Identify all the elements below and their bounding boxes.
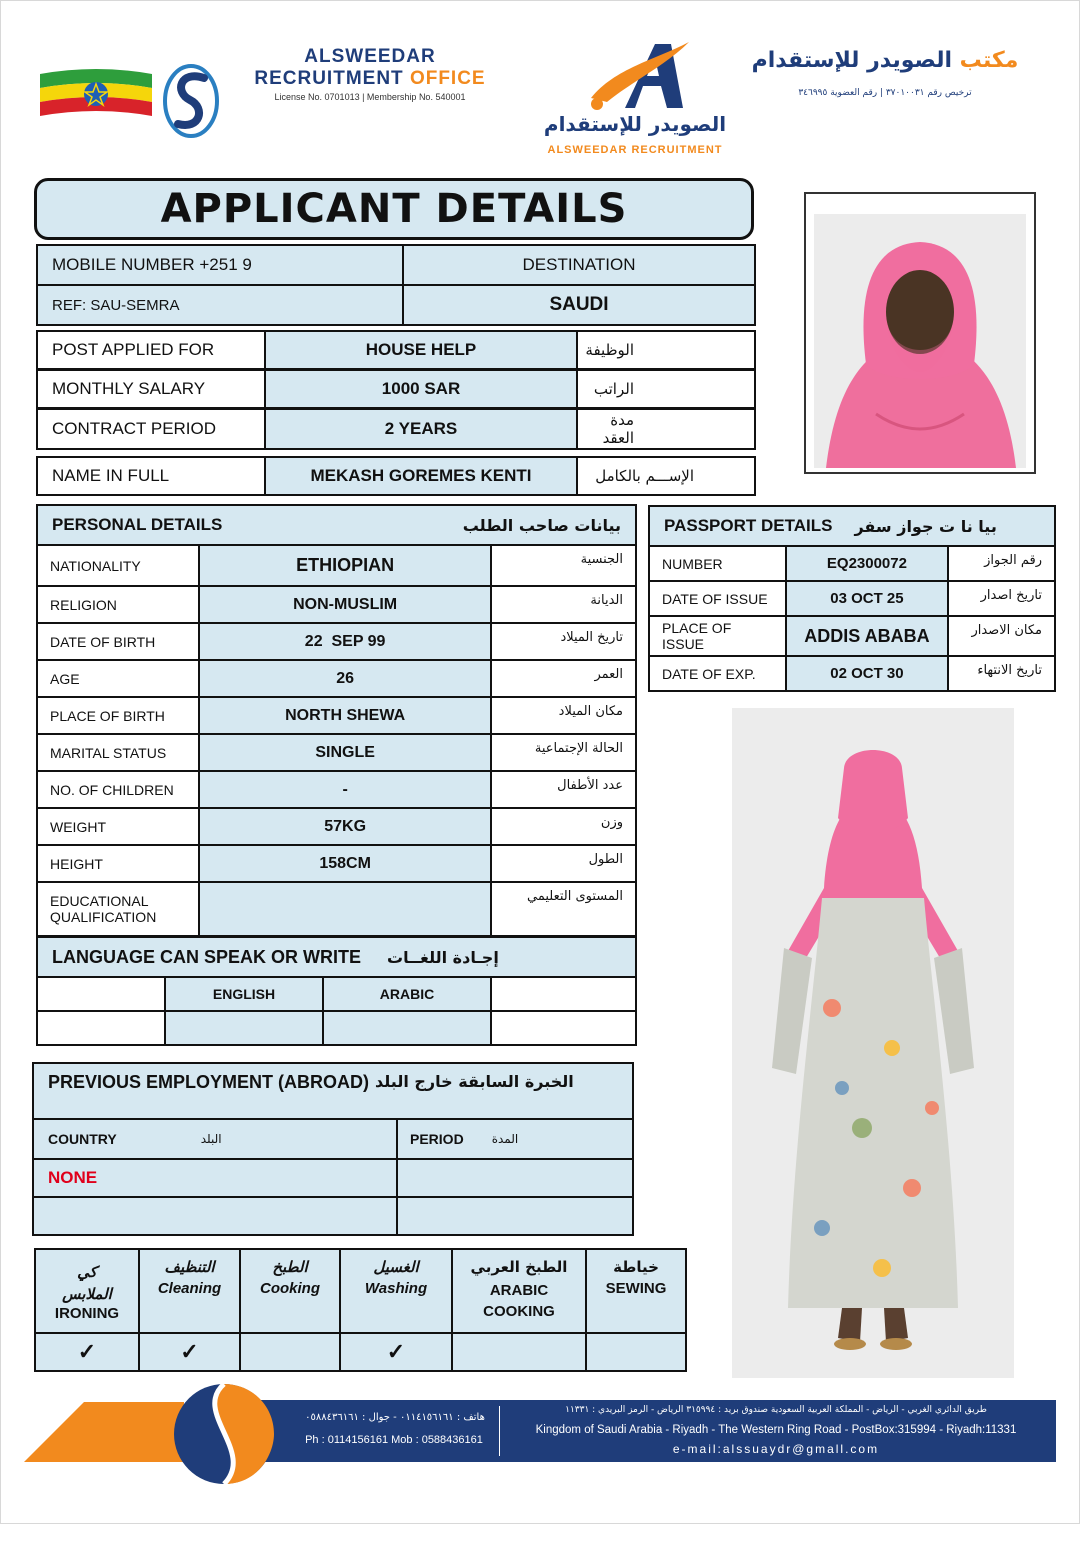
employment-country-value	[32, 1158, 398, 1198]
personal-ar: المستوى التعليمي	[491, 882, 636, 936]
employment-title: PREVIOUS EMPLOYMENT (ABROAD)	[48, 1072, 370, 1092]
personal-ar: تاريخ الميلاد	[491, 623, 636, 660]
language-arabic: ARABIC	[322, 976, 492, 1012]
ethiopia-flag-icon	[40, 68, 152, 120]
table-row	[37, 586, 636, 623]
personal-label: EDUCATIONAL QUALIFICATION	[37, 882, 199, 936]
table-row	[649, 616, 1055, 656]
employment-country-head	[32, 1118, 398, 1160]
personal-label: WEIGHT	[37, 808, 199, 845]
personal-header	[36, 504, 637, 546]
passport-header	[648, 505, 1056, 547]
passport-ar: تاريخ اصدار	[948, 581, 1055, 616]
footer-phone-en: Ph : 0114156161 Mob : 0588436161	[305, 1434, 483, 1446]
passport-label: PLACE OF ISSUE	[649, 616, 786, 656]
footer-address-en: Kingdom of Saudi Arabia - Riyadh - The Western Ring Road - PostBox:315994 - Riyadh:11331	[535, 1424, 1017, 1436]
personal-value: 22 SEP 99	[199, 623, 492, 660]
language-blank-cell	[490, 976, 637, 1012]
employment-header	[32, 1062, 634, 1120]
skill-ironing-en: IRONING	[54, 1304, 120, 1322]
skill-washing-check: ✓	[339, 1332, 453, 1372]
passport-ar: رقم الجواز	[948, 546, 1055, 581]
skill-cleaning-check: ✓	[138, 1332, 241, 1372]
table-row	[37, 623, 636, 660]
footer-logo-icon	[172, 1382, 276, 1486]
passport-label: DATE OF ISSUE	[649, 581, 786, 616]
job-salary-label: MONTHLY SALARY	[36, 369, 266, 409]
employment-country: COUNTRY	[48, 1131, 117, 1147]
passport-value: ADDIS ABABA	[786, 616, 947, 656]
personal-title: PERSONAL DETAILS	[52, 515, 223, 534]
s-logo-icon	[160, 62, 222, 140]
personal-value	[199, 882, 492, 936]
passport-title: PASSPORT DETAILS	[664, 516, 833, 535]
personal-value: ETHIOPIAN	[199, 545, 492, 586]
table-row	[37, 808, 636, 845]
center-ar-name: الصويدر للإستقدام	[543, 112, 727, 136]
job-post-value: HOUSE HELP	[264, 330, 578, 370]
passport-label: NUMBER	[649, 546, 786, 581]
job-post-label: POST APPLIED FOR	[36, 330, 266, 370]
employment-none: NONE	[48, 1168, 98, 1187]
personal-title-ar: بيانات صاحب الطلب	[462, 515, 621, 535]
employment-period-ar: المدة	[491, 1132, 519, 1146]
skill-ironing-ar: كي الملابس	[62, 1262, 112, 1303]
language-blank-cell	[490, 1010, 637, 1046]
skill-cooking-ar: الطبخ	[272, 1258, 308, 1276]
skill-cleaning-ar: التنظيف	[164, 1258, 215, 1276]
skill-cooking	[239, 1248, 341, 1334]
employment-blank-row	[396, 1196, 634, 1236]
name-label: NAME IN FULL	[36, 456, 266, 496]
language-header	[36, 936, 637, 978]
right-ar-a: مكتب	[952, 48, 1019, 73]
right-ar-b: الصويدر للإستقدام	[751, 48, 952, 73]
mobile-number: MOBILE NUMBER +251 9	[36, 244, 404, 286]
footer-divider	[499, 1406, 500, 1456]
language-title: LANGUAGE CAN SPEAK OR WRITE	[52, 946, 362, 967]
personal-ar: عدد الأطفال	[491, 771, 636, 808]
personal-value: NON-MUSLIM	[199, 586, 492, 623]
personal-value: 158CM	[199, 845, 492, 882]
personal-value: 26	[199, 660, 492, 697]
passport-value: EQ2300072	[786, 546, 947, 581]
personal-value: NORTH SHEWA	[199, 697, 492, 734]
language-blank-cell	[36, 1010, 166, 1046]
personal-ar: مكان الميلاد	[491, 697, 636, 734]
job-post-ar: الوظيفة	[576, 330, 756, 370]
name-ar: الإســـم بالكامل	[576, 456, 756, 496]
destination-label: DESTINATION	[402, 244, 756, 286]
footer-orange-shape	[24, 1402, 184, 1462]
personal-ar: العمر	[491, 660, 636, 697]
job-contract-value: 2 YEARS	[264, 408, 578, 450]
passport-ar: مكان الاصدار	[948, 616, 1055, 656]
language-english-level	[164, 1010, 324, 1046]
job-contract-label: CONTRACT PERIOD	[36, 408, 266, 450]
personal-ar: الديانة	[491, 586, 636, 623]
table-row	[37, 660, 636, 697]
language-arabic-level	[322, 1010, 492, 1046]
passport-ar: تاريخ الانتهاء	[948, 656, 1055, 691]
skill-sewing	[585, 1248, 687, 1334]
passport-table	[648, 545, 1056, 692]
skill-arabic-cooking-ar: الطبخ العربي	[470, 1258, 568, 1276]
employment-period-value	[396, 1158, 634, 1198]
employment-blank-row	[32, 1196, 398, 1236]
employment-country-ar: البلد	[200, 1132, 222, 1146]
skill-sewing-en: SEWING	[605, 1280, 667, 1297]
full-body-photo	[732, 708, 1014, 1378]
passport-value: 03 OCT 25	[786, 581, 947, 616]
skill-washing-en: Washing	[364, 1280, 428, 1297]
skill-cooking-check	[239, 1332, 341, 1372]
ref-number: REF: SAU-SEMRA	[36, 284, 404, 326]
personal-label: RELIGION	[37, 586, 199, 623]
page-title: APPLICANT DETAILS	[160, 186, 628, 232]
personal-value: -	[199, 771, 492, 808]
personal-label: NATIONALITY	[37, 545, 199, 586]
right-ar-title	[740, 48, 1030, 73]
table-row	[649, 656, 1055, 691]
license-line: License No. 0701013 | Membership No. 540001	[274, 92, 466, 102]
skill-cleaning	[138, 1248, 241, 1334]
job-salary-value: 1000 SAR	[264, 369, 578, 409]
skill-washing-ar: الغسيل	[373, 1258, 419, 1276]
personal-label: HEIGHT	[37, 845, 199, 882]
footer-email: e-mail:alssuaydr@gmall.com	[672, 1442, 880, 1456]
skill-washing	[339, 1248, 453, 1334]
language-english: ENGLISH	[164, 976, 324, 1012]
footer-phone-ar: هاتف : ٠١١٤١٥٦١٦١ - جوال : ٠٥٨٨٤٣٦١٦١	[305, 1412, 485, 1423]
job-contract-ar: مدة العقد	[576, 408, 756, 450]
personal-label: MARITAL STATUS	[37, 734, 199, 771]
skill-cooking-en: Cooking	[260, 1280, 320, 1297]
personal-value: 57KG	[199, 808, 492, 845]
personal-ar: الجنسية	[491, 545, 636, 586]
destination-value: SAUDI	[402, 284, 756, 326]
table-row	[37, 545, 636, 586]
table-row	[649, 546, 1055, 581]
personal-ar: وزن	[491, 808, 636, 845]
office-line2a: RECRUITMENT	[254, 68, 410, 89]
passport-label: DATE OF EXP.	[649, 656, 786, 691]
center-logo-icon	[585, 38, 695, 114]
skill-ironing	[34, 1248, 140, 1334]
skill-sewing-ar: خياطة	[613, 1258, 659, 1276]
name-value: MEKASH GOREMES KENTI	[264, 456, 578, 496]
skill-sewing-check	[585, 1332, 687, 1372]
employment-title-ar: الخبرة السابقة خارج البلد	[375, 1072, 574, 1091]
employment-period-head	[396, 1118, 634, 1160]
page-title-box	[34, 178, 754, 240]
skill-arabic-cooking-en: ARABIC COOKING	[483, 1282, 555, 1320]
personal-label: PLACE OF BIRTH	[37, 697, 199, 734]
skill-arabic-cooking	[451, 1248, 587, 1334]
table-row	[37, 697, 636, 734]
table-row	[37, 734, 636, 771]
center-en-name: ALSWEEDAR RECRUITMENT	[547, 144, 723, 156]
office-line1: ALSWEEDAR	[304, 46, 436, 67]
personal-label: DATE OF BIRTH	[37, 623, 199, 660]
table-row	[649, 581, 1055, 616]
portrait-photo	[804, 192, 1036, 474]
personal-value: SINGLE	[199, 734, 492, 771]
footer-address-ar: طريق الدائري الغربي - الرياض - المملكة العربية السعودية صندوق بريد : ٣١٥٩٩٤ الرياض - الرمز البريدي : ١١٣٣١	[565, 1405, 987, 1415]
right-ar-sub: ترخيص رقم ٣٧٠١٠٠٣١ | رقم العضوية ٣٤٦٩٩٥	[798, 88, 972, 98]
passport-title-ar: بيا نا ت جواز سفر	[854, 516, 997, 536]
skill-ironing-check: ✓	[34, 1332, 140, 1372]
office-name	[250, 46, 490, 102]
table-row	[37, 771, 636, 808]
language-title-ar: إجـادة اللغــات	[387, 947, 499, 967]
employment-period: PERIOD	[410, 1131, 464, 1147]
job-salary-ar: الراتب	[576, 369, 756, 409]
personal-table	[36, 544, 637, 937]
office-line2b: OFFICE	[409, 68, 486, 89]
language-blank-cell	[36, 976, 166, 1012]
skill-cleaning-en: Cleaning	[157, 1280, 222, 1297]
personal-label: NO. OF CHILDREN	[37, 771, 199, 808]
table-row	[37, 882, 636, 936]
skill-arabic-cooking-check	[451, 1332, 587, 1372]
table-row	[37, 845, 636, 882]
passport-value: 02 OCT 30	[786, 656, 947, 691]
personal-label: AGE	[37, 660, 199, 697]
personal-ar: الطول	[491, 845, 636, 882]
personal-ar: الحالة الإجتماعية	[491, 734, 636, 771]
